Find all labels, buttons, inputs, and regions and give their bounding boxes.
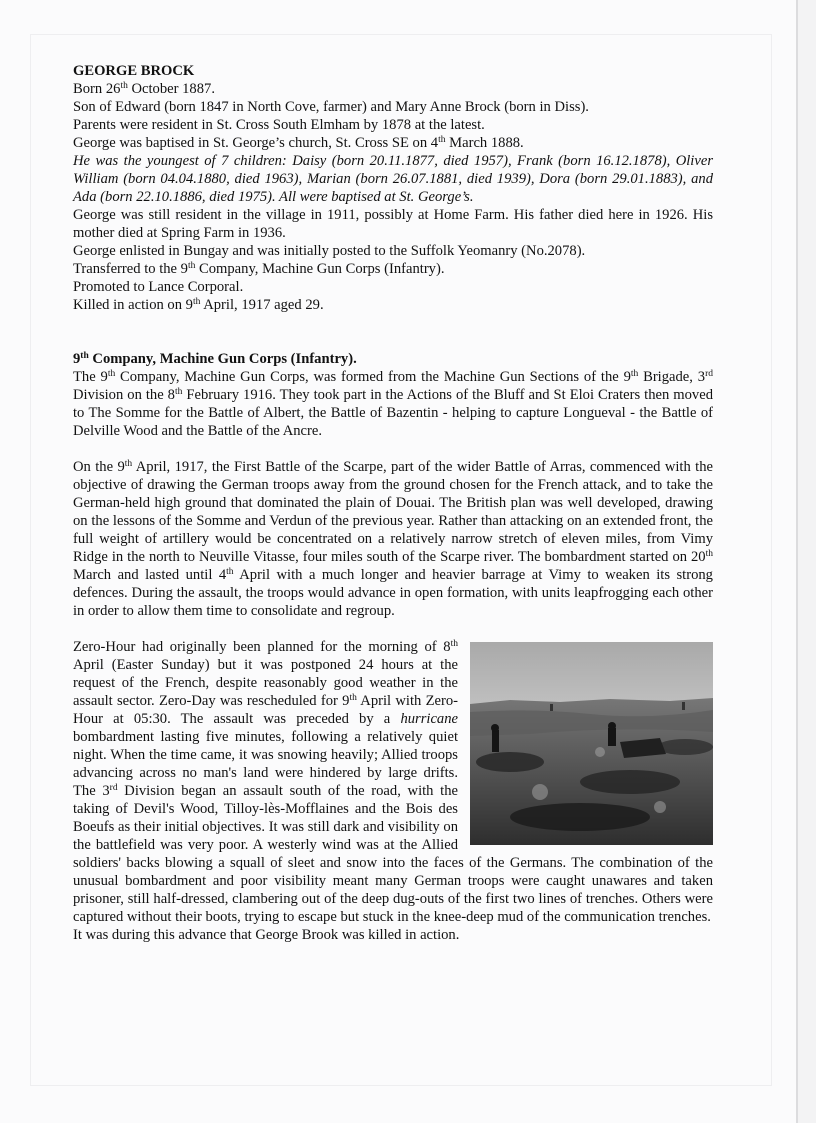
promoted-line: Promoted to Lance Corporal. bbox=[73, 279, 244, 295]
killed-line: Killed in action on 9th April, 1917 aged 29. bbox=[73, 297, 324, 313]
closing-line: It was during this advance that George Brook was killed in action. bbox=[73, 927, 460, 943]
battlefield-photo-svg bbox=[470, 642, 713, 845]
arras-paragraph: On the 9th April, 1917, the First Battle of the Scarpe, part of the wider Battle of Arras, commenced with the objective of drawing the German troops away from the ground chosen for the French attack, and to take the German-held high ground that dominated the plain of Douai. The British plan was well developed, drawing on the lessons of the Somme and Verdun of the previous year. Rather than attacking on an extended front, the full weight of artillery would be concentrated on a relatively narrow stretch of eleven miles, from Vimy Ridge in the north to Neuville Vitasse, four miles south of the Scarpe river. The bombardment started on 20th March and lasted until 4th April with a much longer and heavier barrage at Vimy to weaken its strong defences. During the assault, the troops would advance in open formation, with units leapfrogging each other in order to allow them time to consolidate and regroup. bbox=[73, 459, 714, 619]
page-title: GEORGE BROCK bbox=[73, 63, 195, 79]
born-line: Born 26th October 1887. bbox=[73, 81, 215, 97]
baptised-line: George was baptised in St. George’s church, St. Cross SE on 4th March 1888. bbox=[73, 135, 524, 151]
resident-paragraph: George was still resident in the village in 1911, possibly at Home Farm. His father died here in 1926. His mother died at Spring Farm in 1936. bbox=[73, 207, 713, 241]
transferred-line: Transferred to the 9th Company, Machine Gun Corps (Infantry). bbox=[73, 261, 445, 277]
siblings-paragraph: He was the youngest of 7 children: Daisy (born 20.11.1877, died 1957), Frank (born 16.12.1878), Oliver William (born 04.04.1880, died 1963), Marian (born 26.07.1881, died 1939), Dora (born 29.01.1883), and Ada (born 22.10.1886, died 1975). All were baptised at St. George’s. bbox=[73, 153, 713, 205]
company-paragraph: The 9th Company, Machine Gun Corps, was formed from the Machine Gun Sections of the 9th Brigade, 3rd Division on the 8th February 1916. They took part in the Actions of the Bluff and St Eloi Craters then moved to The Somme for the Battle of Albert, the Battle of Bazentin - helping to capture Longueval - the Battle of Delville Wood and the Battle of the Ancre. bbox=[73, 369, 713, 439]
enlisted-line: George enlisted in Bungay and was initially posted to the Suffolk Yeomanry (No.2078). bbox=[73, 243, 586, 259]
zero-hour-block: Zero-Hour had originally been planned for the morning of 8th April (Easter Sunday) but it was postponed 24 hours at the request of the French, despite reasonably good weather in the assault sector. Zero-Day was rescheduled for 9th April with Zero-Hour at 05:30. The assault was preceded by a hurricane bombardment lasting five minutes, following a relatively quiet night. When the time came, it was snowing heavily; Allied troops advancing across no man's land were hindered by large drifts. The 3rd Division began an assault south of the road, with the taking of Devil's Wood, Tilloy-lès-Mofflaines and the Bois des Boeufs as their initial objectives. It was still dark and visibility on the battlefield was very poor. A westerly wind was at the Allied soldiers' backs blowing a squall of sleet and snow into the faces of the Germans. The combination of the unusual bombardment and poor visibility meant many German troops were caught unawares and taken prisoner, still half-dressed, clambering out of the deep dug-outs of the first two lines of trenches. Others were captured without their boots, trying to escape but stuck in the knee-deep mud of the communication trenches. bbox=[73, 639, 713, 925]
company-heading: 9th Company, Machine Gun Corps (Infantry). bbox=[73, 351, 357, 367]
battlefield-photo bbox=[470, 642, 713, 845]
parents-line: Parents were resident in St. Cross South Elmham by 1878 at the latest. bbox=[73, 117, 485, 133]
document-body bbox=[73, 62, 713, 944]
son-of-line: Son of Edward (born 1847 in North Cove, farmer) and Mary Anne Brock (born in Diss). bbox=[73, 99, 589, 115]
